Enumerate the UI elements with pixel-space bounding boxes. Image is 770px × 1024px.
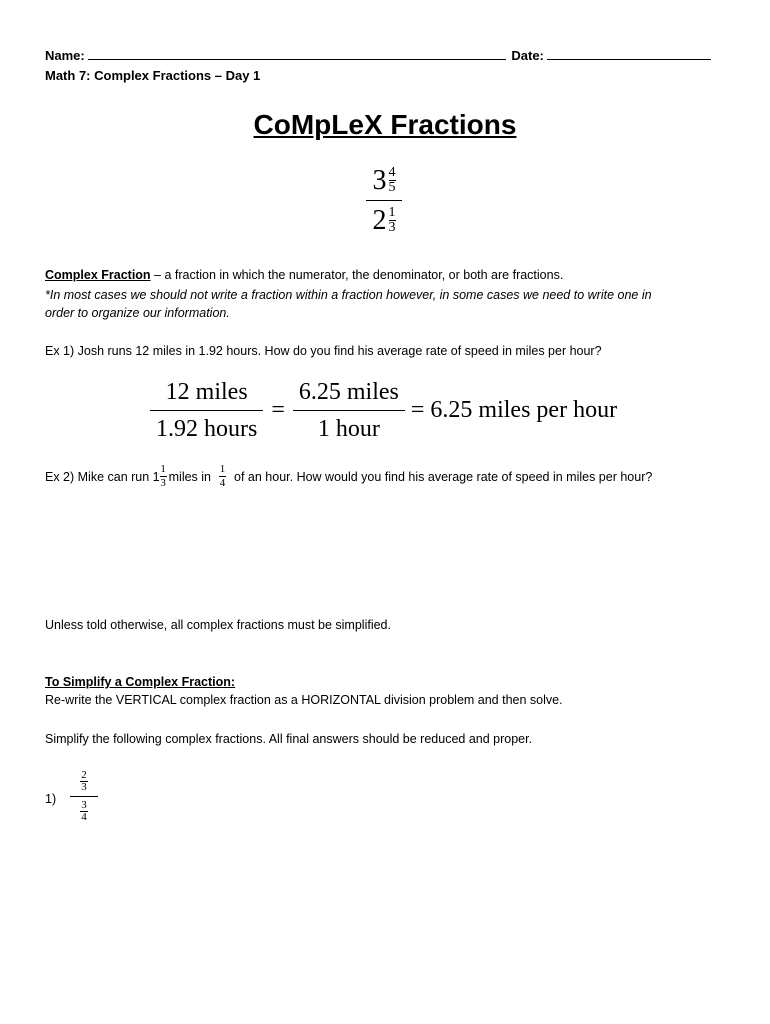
ex2-suffix: of an hour. How would you find his average rate of speed in miles per hour? [234,469,653,484]
procedure-step: Re-write the VERTICAL complex fraction as a HORIZONTAL division problem and then solve. [45,693,563,707]
ex2-prefix: Ex 2) Mike can run 1 [45,469,160,484]
problem-1-bottom-numerator: 3 [81,799,87,811]
ex2-fraction-1-numerator: 1 [160,463,166,475]
ex2-fraction-2-numerator: 1 [219,463,226,475]
den-whole: 2 [372,204,387,236]
instructions: Simplify the following complex fractions. All final answers should be reduced and proper. [45,732,533,746]
ex1-question: Ex 1) Josh runs 12 miles in 1.92 hours. How do you find his average rate of speed in miles per hour? [45,344,602,358]
definition-text: – a fraction in which the numerator, the denominator, or both are fractions. [150,268,564,282]
name-line [45,48,711,63]
page-title: CoMpLeX Fractions [253,109,517,140]
problem-1-top-numerator: 2 [81,769,87,781]
den-frac-denominator: 3 [388,220,396,235]
procedure-heading: To Simplify a Complex Fraction: [45,675,236,689]
definition [45,268,563,282]
ex2-middle: miles in [168,469,212,484]
problem-1-bottom-denominator: 4 [81,811,87,823]
ex2-fraction-1-denominator: 3 [160,477,166,489]
subtitle: Math 7: Complex Fractions – Day 1 [45,68,261,83]
ex1-result: = 6.25 miles per hour [410,397,618,423]
num-frac-numerator: 4 [388,165,396,180]
ex1-fraction-2-numerator: 6.25 miles [298,379,399,405]
date-label: Date: [511,48,544,63]
ex1-equation [150,380,617,441]
problem-1-top-denominator: 3 [81,781,87,793]
definition-note-line-1: *In most cases we should not write a fraction within a fraction however, in some cases we need to write one in [45,288,652,302]
name-label: Name: [45,48,85,63]
name-blank[interactable] [88,48,506,60]
problem-1-complex-fraction [70,770,98,823]
simplified-note: Unless told otherwise, all complex fractions must be simplified. [45,618,391,632]
problem-1-label: 1) [45,792,57,806]
date-blank[interactable] [547,48,711,60]
num-whole: 3 [372,164,387,196]
definition-term: Complex Fraction [45,268,151,282]
ex1-equals: = [271,397,285,423]
num-frac-denominator: 5 [388,180,396,195]
ex2-question [45,464,652,489]
ex2-fraction-2-denominator: 4 [219,477,226,489]
title-complex-fraction [366,166,402,235]
ex1-fraction-2-denominator: 1 hour [317,416,380,442]
ex1-fraction-1-denominator: 1.92 hours [156,416,258,442]
ex1-fraction-1-numerator: 12 miles [165,379,248,405]
den-frac-numerator: 1 [388,205,396,220]
definition-note-line-2: order to organize our information. [45,306,230,320]
